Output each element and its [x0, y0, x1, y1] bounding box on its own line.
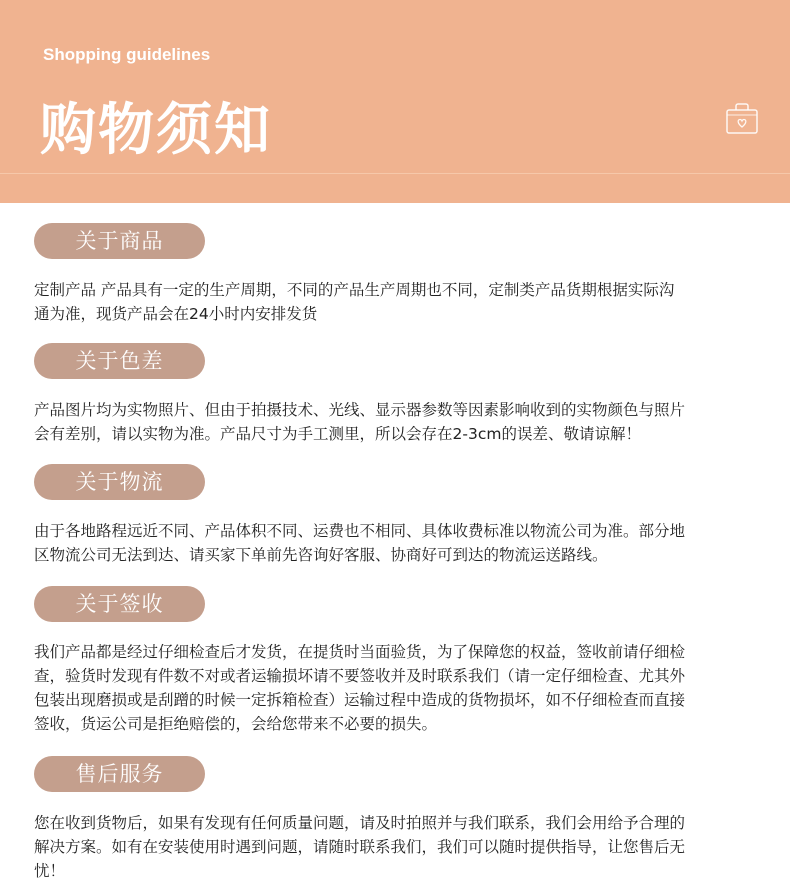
section-heading-color-difference: 关于色差	[34, 343, 205, 379]
section-text-after-sales	[34, 811, 779, 883]
text-line: 查，验货时发现有件数不对或者运输损坏请不要签收并及时联系我们（请一定仔细检查、尤其外	[34, 667, 686, 685]
page-title: 购物须知	[40, 98, 272, 163]
text-line: 区物流公司无法到达、请买家下单前先咨询好客服、协商好可到达的物流运送路线。	[34, 546, 608, 564]
section-heading-after-sales: 售后服务	[34, 756, 205, 792]
text-line: 忧！	[34, 862, 66, 880]
text-line: 产品图片均为实物照片、但由于拍摄技术、光线、显示器参数等因素影响收到的实物颜色与照片	[34, 401, 686, 419]
text-line: 由于各地路程远近不同、产品体积不同、运费也不相同、具体收费标准以物流公司为准。部分地	[34, 522, 686, 540]
text-line: 签收，货运公司是拒绝赔偿的，会给您带来不必要的损失。	[34, 715, 438, 733]
header-subtitle: Shopping guidelines	[43, 45, 211, 64]
section-text-products	[34, 278, 779, 326]
text-line: 包装出现磨损或是刮蹭的时候一定拆箱检查）运输过程中造成的货物损坏，如不仔细检查而直接	[34, 691, 686, 709]
section-text-signing	[34, 640, 779, 736]
shopping-bag-heart-icon	[725, 101, 759, 135]
section-text-logistics	[34, 519, 779, 567]
text-line: 您在收到货物后，如果有发现有任何质量问题，请及时拍照并与我们联系，我们会用给予合理的	[34, 814, 686, 832]
text-line: 我们产品都是经过仔细检查后才发货，在提货时当面验货，为了保障您的权益，签收前请仔细检	[34, 643, 686, 661]
section-heading-signing: 关于签收	[34, 586, 205, 622]
header-divider	[0, 173, 790, 174]
section-text-color-difference	[34, 398, 779, 446]
text-line: 解决方案。如有在安装使用时遇到问题，请随时联系我们，我们可以随时提供指导，让您售后无	[34, 838, 686, 856]
text-line: 会有差别，请以实物为准。产品尺寸为手工测里，所以会存在2-3cm的误差、敬请谅解！	[34, 425, 641, 443]
section-heading-logistics: 关于物流	[34, 464, 205, 500]
section-heading-products: 关于商品	[34, 223, 205, 259]
text-line: 通为准，现货产品会在24小时内安排发货	[34, 305, 318, 323]
text-line: 定制产品 产品具有一定的生产周期，不同的产品生产周期也不同，定制类产品货期根据实际沟	[34, 281, 675, 299]
